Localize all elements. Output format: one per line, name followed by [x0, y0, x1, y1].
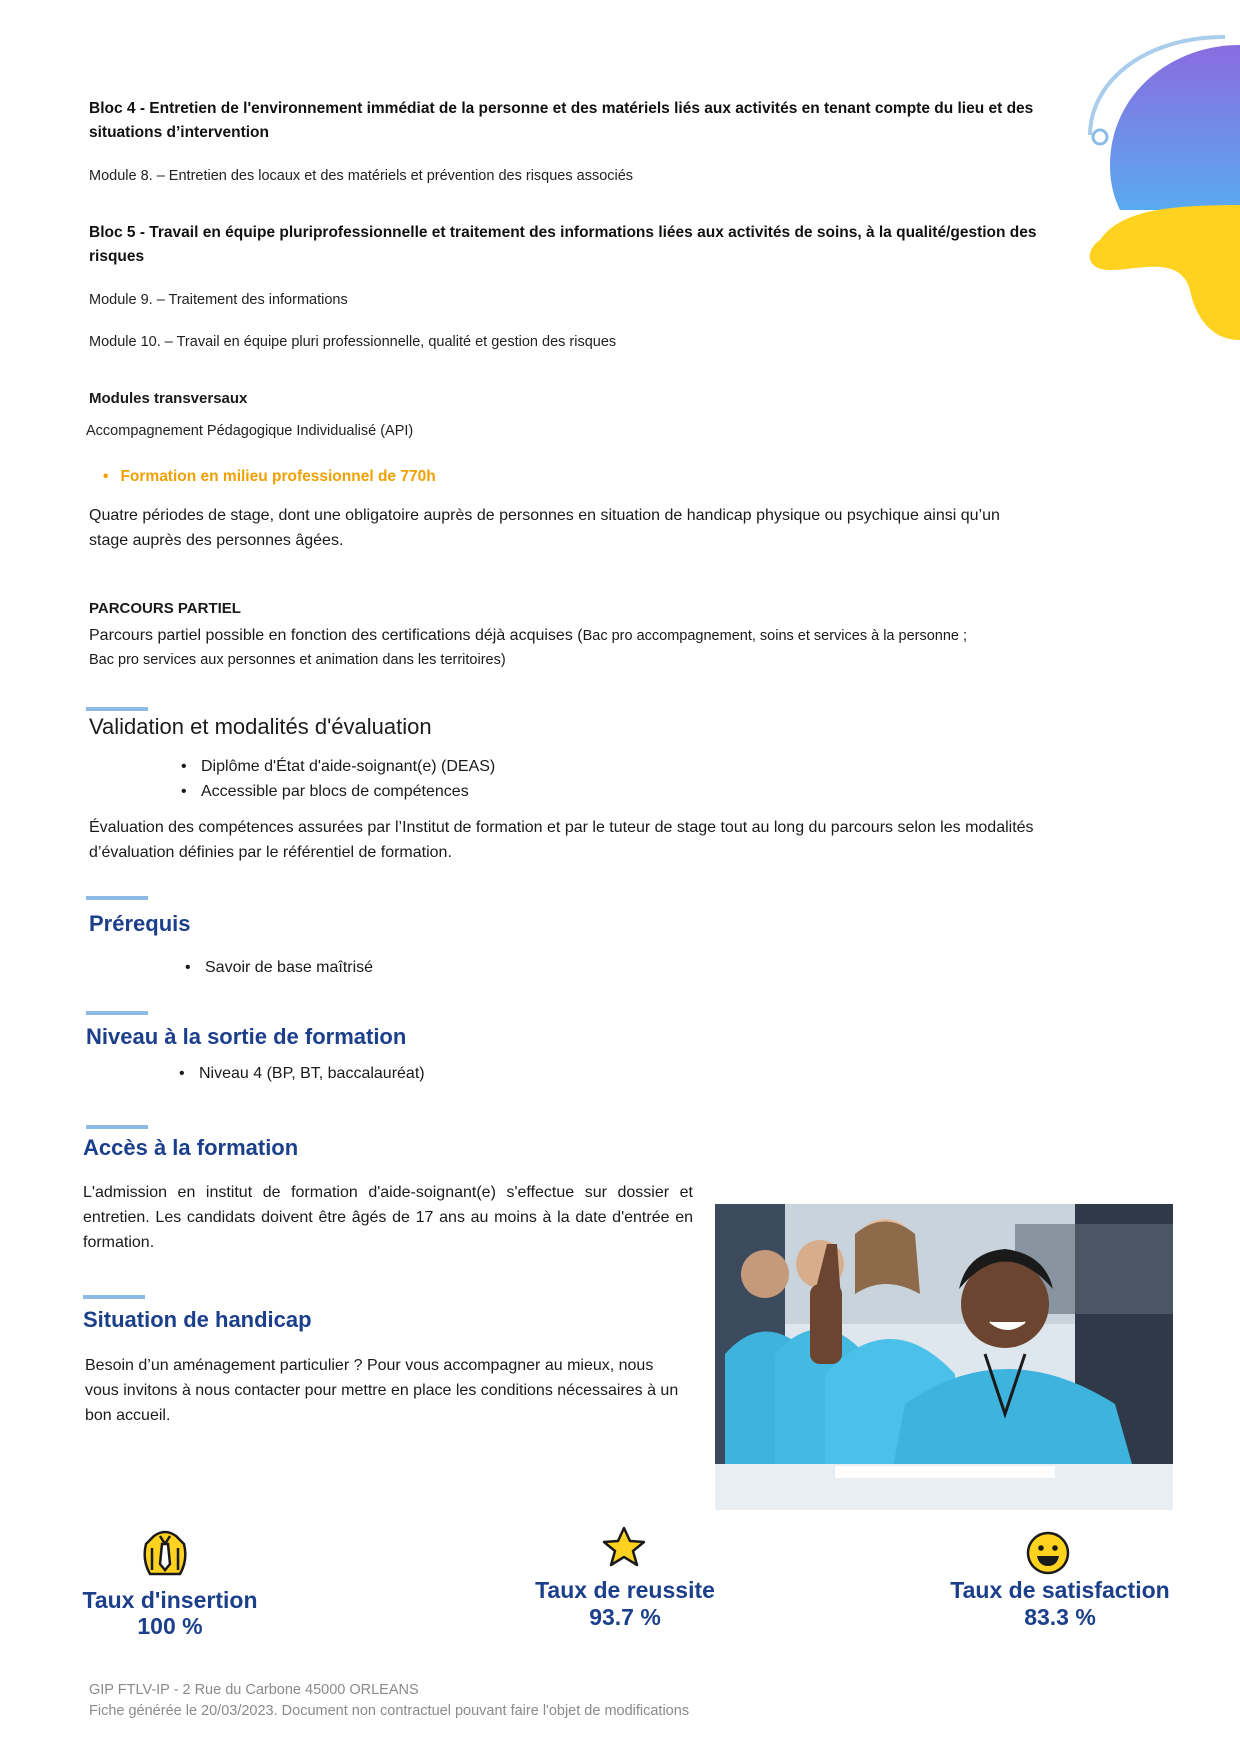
- prerequis-accent-bar: [86, 896, 148, 900]
- bullet-marker: •: [103, 468, 109, 485]
- validation-accent-bar: [86, 707, 148, 711]
- validation-list: [179, 754, 495, 804]
- parcours-line1: [89, 624, 967, 648]
- transversaux-title: Modules transversaux: [89, 390, 248, 407]
- footer-note: Fiche générée le 20/03/2023. Document non contractuel pouvant faire l'objet de modifications: [89, 1703, 690, 1719]
- bloc4-title: Bloc 4 - Entretien de l'environnement immédiat de la personne et des matériels liés aux activités en tenant compte du lieu et des situations d’intervention: [89, 100, 1034, 141]
- parcours-line1-main: Parcours partiel possible en fonction des certifications déjà acquises (: [89, 627, 583, 644]
- bloc5-title: Bloc 5 - Travail en équipe pluriprofessionnelle et traitement des informations liées aux activités de soins, à la qualité/gestion des risques: [89, 224, 1037, 265]
- stage-bullet-text: Formation en milieu professionnel de 770h: [120, 468, 436, 485]
- niveau-item: • Niveau 4 (BP, BT, baccalauréat): [177, 1061, 425, 1086]
- parcours-line1-small: Bac pro accompagnement, soins et services à la personne ;: [582, 628, 968, 644]
- insertion-value: 100 %: [137, 1613, 203, 1639]
- stage-text: Quatre périodes de stage, dont une obligatoire auprès de personnes en situation de handicap physique ou psychique ainsi qu’un stage auprès des personnes âgées.: [89, 507, 1000, 549]
- footer-address: GIP FTLV-IP - 2 Rue du Carbone 45000 ORLEANS: [89, 1682, 419, 1698]
- validation-item: • Accessible par blocs de compétences: [179, 779, 495, 804]
- handicap-accent-bar: [83, 1295, 145, 1299]
- parcours-line2: Bac pro services aux personnes et animation dans les territoires): [89, 652, 506, 668]
- niveau-accent-bar: [86, 1011, 148, 1015]
- handicap-heading: Situation de handicap: [83, 1307, 312, 1332]
- transversaux-api: Accompagnement Pédagogique Individualisé (API): [86, 423, 414, 439]
- reussite-value: 93.7 %: [589, 1604, 661, 1630]
- validation-heading: Validation et modalités d'évaluation: [89, 714, 432, 739]
- acces-text: L'admission en institut de formation d'aide-soignant(e) s'effectue sur dossier et entretien. Les candidats doivent être âgés de 17 ans au moins à la date d'entrée en formation.: [83, 1184, 693, 1251]
- niveau-list: [177, 1061, 425, 1086]
- smiley-icon: [1025, 1530, 1071, 1576]
- insertion-icon: [142, 1530, 188, 1578]
- insertion-label: Taux d'insertion: [82, 1587, 258, 1613]
- module10: Module 10. – Travail en équipe pluri professionnelle, qualité et gestion des risques: [89, 334, 617, 350]
- prerequis-list: [183, 955, 373, 980]
- students-photo: [715, 1204, 1173, 1510]
- niveau-heading: Niveau à la sortie de formation: [86, 1024, 407, 1049]
- parcours-title: PARCOURS PARTIEL: [89, 600, 241, 617]
- stage-bullet-item: [103, 468, 436, 486]
- corner-decoration: [1080, 25, 1240, 345]
- handicap-text: Besoin d’un aménagement particulier ? Pour vous accompagner au mieux, nous vous invitons à nous contacter pour mettre en place les conditions nécessaires à un bon accueil.: [85, 1357, 679, 1424]
- acces-heading: Accès à la formation: [83, 1135, 299, 1160]
- prerequis-item: • Savoir de base maîtrisé: [183, 955, 373, 980]
- satisfaction-label: Taux de satisfaction: [950, 1577, 1170, 1603]
- star-icon: [601, 1525, 647, 1569]
- module9: Module 9. – Traitement des informations: [89, 292, 348, 308]
- prerequis-heading: Prérequis: [89, 911, 191, 936]
- acces-accent-bar: [86, 1125, 148, 1129]
- validation-text: Évaluation des compétences assurées par l’Institut de formation et par le tuteur de stage tout au long du parcours selon les modalités d’évaluation définies par le référentiel de formation.: [89, 819, 1034, 861]
- satisfaction-value: 83.3 %: [1024, 1604, 1096, 1630]
- module8: Module 8. – Entretien des locaux et des matériels et prévention des risques associés: [89, 168, 634, 184]
- reussite-label: Taux de reussite: [535, 1577, 715, 1603]
- validation-item: • Diplôme d'État d'aide-soignant(e) (DEAS): [179, 754, 495, 779]
